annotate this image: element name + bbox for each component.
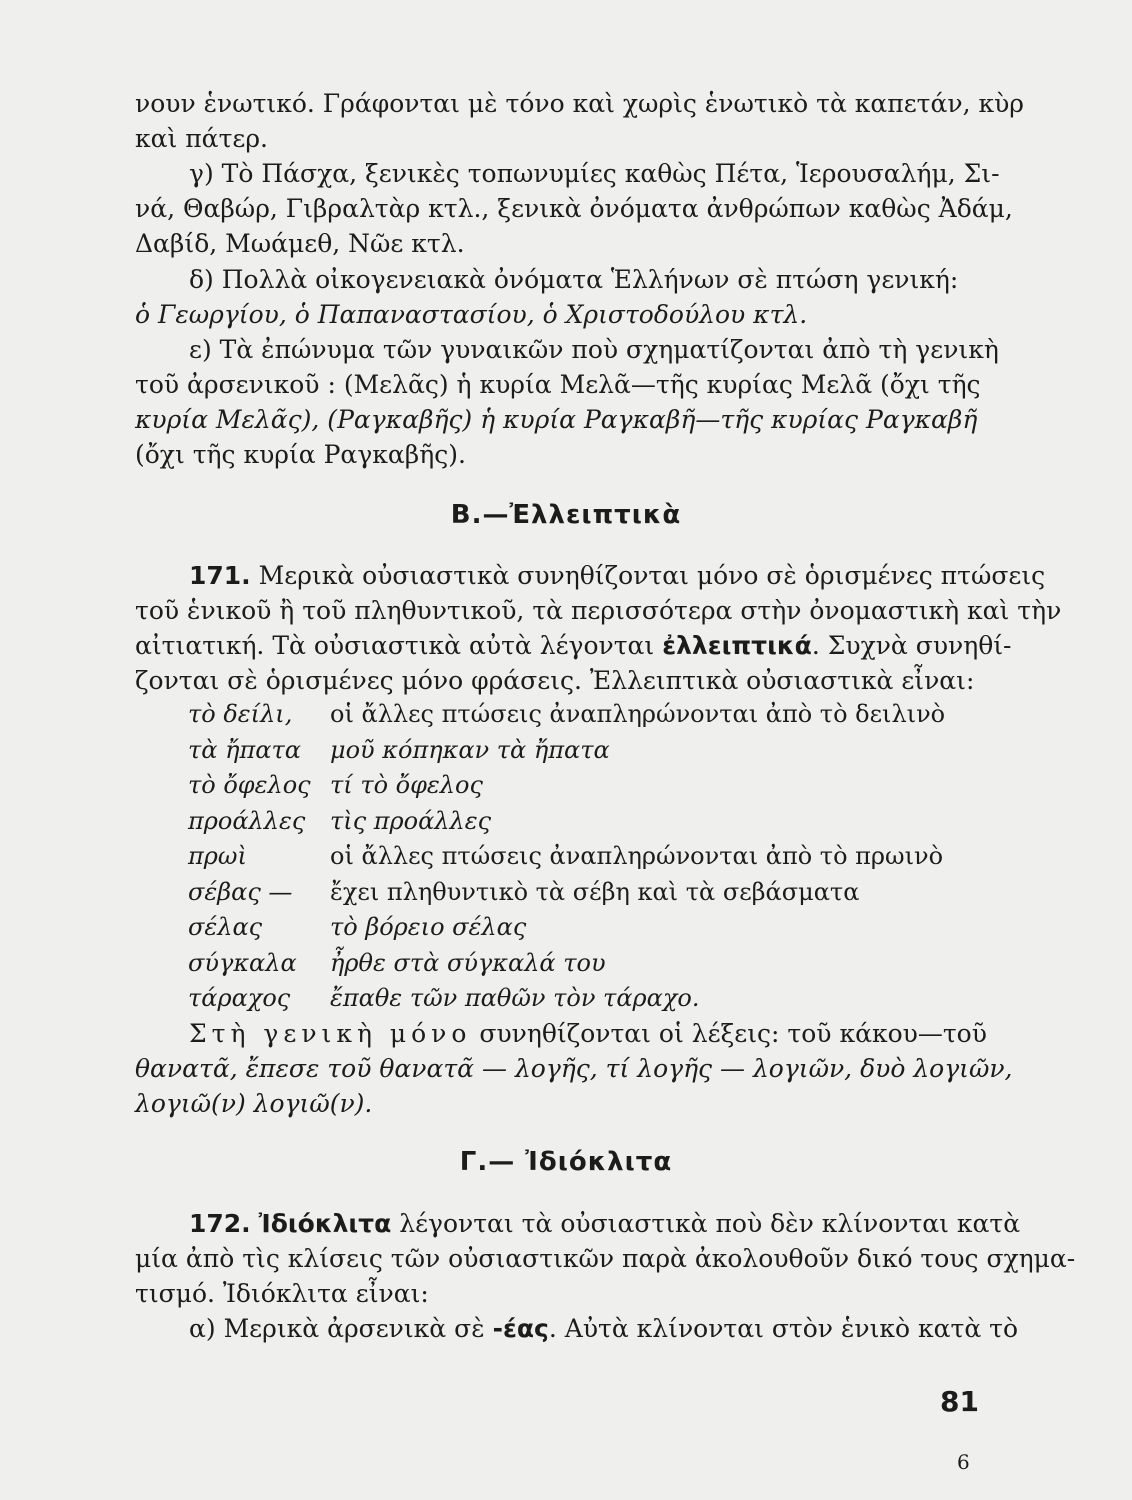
text-line: τισμό. Ἰδιόκλιτα εἶναι: (135, 1279, 429, 1308)
text-line: ε) Τὰ ἐπώνυμα τῶν γυναικῶν ποὺ σχηματίζονται ἀπὸ τὴ γενικὴ (189, 335, 999, 364)
paragraph-g (135, 156, 1013, 261)
paragraph-171 (135, 558, 1062, 698)
example-row (0, 984, 1132, 1018)
example-row (0, 807, 1132, 841)
example-description: τί τὸ ὄφελος (330, 771, 483, 799)
paragraph-172 (135, 1206, 1076, 1346)
text-span: . Αὐτὰ κλίνονται στὸν ἑνικὸ κατὰ τὸ (548, 1314, 1019, 1343)
text-line: καὶ πάτερ. (135, 124, 268, 153)
example-row (0, 878, 1132, 912)
example-word: τάραχος (188, 984, 291, 1012)
examples-list (0, 700, 1132, 1020)
example-description: ἔχει πληθυντικὸ τὰ σέβη καὶ τὰ σεβάσματα (330, 877, 860, 906)
example-row (0, 913, 1132, 947)
text-span: Μερικὰ οὐσιαστικὰ συνηθίζονται μόνο σὲ ὁρισμένες πτώσεις (258, 561, 1046, 590)
example-word: προάλλες (188, 806, 306, 835)
intro-paragraph (135, 86, 1024, 156)
example-row (0, 736, 1132, 770)
example-row (0, 949, 1132, 983)
example-word: σέβας — (188, 877, 293, 906)
example-description: ἦρθε στὰ σύγκαλά του (330, 948, 606, 977)
example-description: τὸ βόρειο σέλας (330, 913, 527, 941)
spaced-text: Στὴ γενικὴ μόνο (189, 1019, 472, 1048)
text-line: γ) Τὸ Πάσχα, ξενικὲς τοπωνυμίες καθὼς Πέτα, Ἱερουσαλήμ, Σι- (189, 159, 1000, 188)
example-word: τὰ ἤπατα (188, 735, 301, 764)
example-word: τὸ δείλι, (188, 700, 293, 728)
example-word: σέλας (188, 913, 263, 941)
text-line: ὁ Γεωργίου, ὁ Παπαναστασίου, ὁ Χριστοδούλου κτλ. (135, 300, 808, 329)
signature-mark: 6 (957, 1450, 970, 1474)
text-span: συνηθίζονται οἱ λέξεις: τοῦ κάκου—τοῦ (479, 1019, 987, 1048)
text-line: μία ἀπὸ τὶς κλίσεις τῶν οὐσιαστικῶν παρὰ ἀκολουθοῦν δικό τους σχημα- (135, 1244, 1076, 1273)
page-number: 81 (940, 1385, 979, 1418)
text-line: νά, Θαβώρ, Γιβραλτὰρ κτλ., ξενικὰ ὀνόματα ἀνθρώπων καθὼς Ἀδάμ, (135, 194, 1013, 223)
example-word: πρωὶ (188, 842, 247, 870)
text-span: . Συχνὰ συνηθί- (811, 631, 1012, 660)
example-description: οἱ ἄλλες πτώσεις ἀναπληρώνονται ἀπὸ τὸ πρωινὸ (330, 842, 944, 870)
text-line: λογιῶ(ν) λογιῶ(ν). (135, 1089, 373, 1118)
paragraph-genitive (135, 1016, 1013, 1121)
text-line: κυρία Μελᾶς), (Ραγκαβῆς) ἡ κυρία Ραγκαβῆ—τῆς κυρίας Ραγκαβῆ (135, 405, 978, 434)
text-line: τοῦ ἀρσενικοῦ : (Μελᾶς) ἡ κυρία Μελᾶ—τῆς κυρίας Μελᾶ (ὄχι τῆς (135, 370, 981, 399)
example-description: οἱ ἄλλες πτώσεις ἀναπληρώνονται ἀπὸ τὸ δειλινὸ (330, 700, 946, 728)
text-line: Δαβίδ, Μωάμεθ, Νῶε κτλ. (135, 229, 465, 258)
section-heading-b: Β.—Ἐλλειπτικὰ (450, 500, 682, 530)
example-row (0, 771, 1132, 805)
text-line: νουν ἑνωτικό. Γράφονται μὲ τόνο καὶ χωρὶς ἑνωτικὸ τὰ καπετάν, κὺρ (135, 89, 1024, 118)
section-number: 172. (189, 1209, 251, 1238)
example-word: σύγκαλα (188, 948, 297, 977)
term-ellipsis: ἐλλειπτικά (662, 631, 812, 660)
text-span: α) Μερικὰ ἀρσενικὰ σὲ (189, 1314, 485, 1343)
text-line: δ) Πολλὰ οἰκογενειακὰ ὀνόματα Ἑλλήνων σὲ πτώση γενική: (189, 265, 959, 294)
example-word: τὸ ὄφελος (188, 771, 311, 799)
text-span: αἰτιατική. Τὰ οὐσιαστικὰ αὐτὰ λέγονται (135, 631, 655, 660)
example-description: τὶς προάλλες (330, 806, 492, 835)
example-row (0, 842, 1132, 876)
paragraph-d (135, 262, 985, 332)
section-heading-g: Γ.— Ἰδιόκλιτα (459, 1147, 673, 1177)
text-line: τοῦ ἑνικοῦ ἢ τοῦ πληθυντικοῦ, τὰ περισσότερα στὴν ὀνομαστικὴ καὶ τὴν (135, 596, 1062, 625)
example-description: μοῦ κόπηκαν τὰ ἤπατα (330, 735, 610, 764)
example-row (0, 700, 1132, 734)
paragraph-e (135, 332, 999, 472)
text-line: θανατᾶ, ἔπεσε τοῦ θανατᾶ — λογῆς, τί λογῆς — λογιῶν, δυὸ λογιῶν, (135, 1054, 1013, 1083)
example-description: ἔπαθε τῶν παθῶν τὸν τάραχο. (330, 984, 700, 1012)
text-span: λέγονται τὰ οὐσιαστικὰ ποὺ δὲν κλίνονται κατὰ (399, 1209, 1021, 1238)
section-number: 171. (189, 561, 251, 590)
text-line: (ὄχι τῆς κυρία Ραγκαβῆς). (135, 440, 466, 469)
text-line: ζονται σὲ ὁρισμένες μόνο φράσεις. Ἐλλειπτικὰ οὐσιαστικὰ εἶναι: (135, 666, 975, 695)
suffix-eas: -έας (492, 1314, 549, 1343)
term-idioklita: Ἰδιόκλιτα (258, 1209, 392, 1238)
